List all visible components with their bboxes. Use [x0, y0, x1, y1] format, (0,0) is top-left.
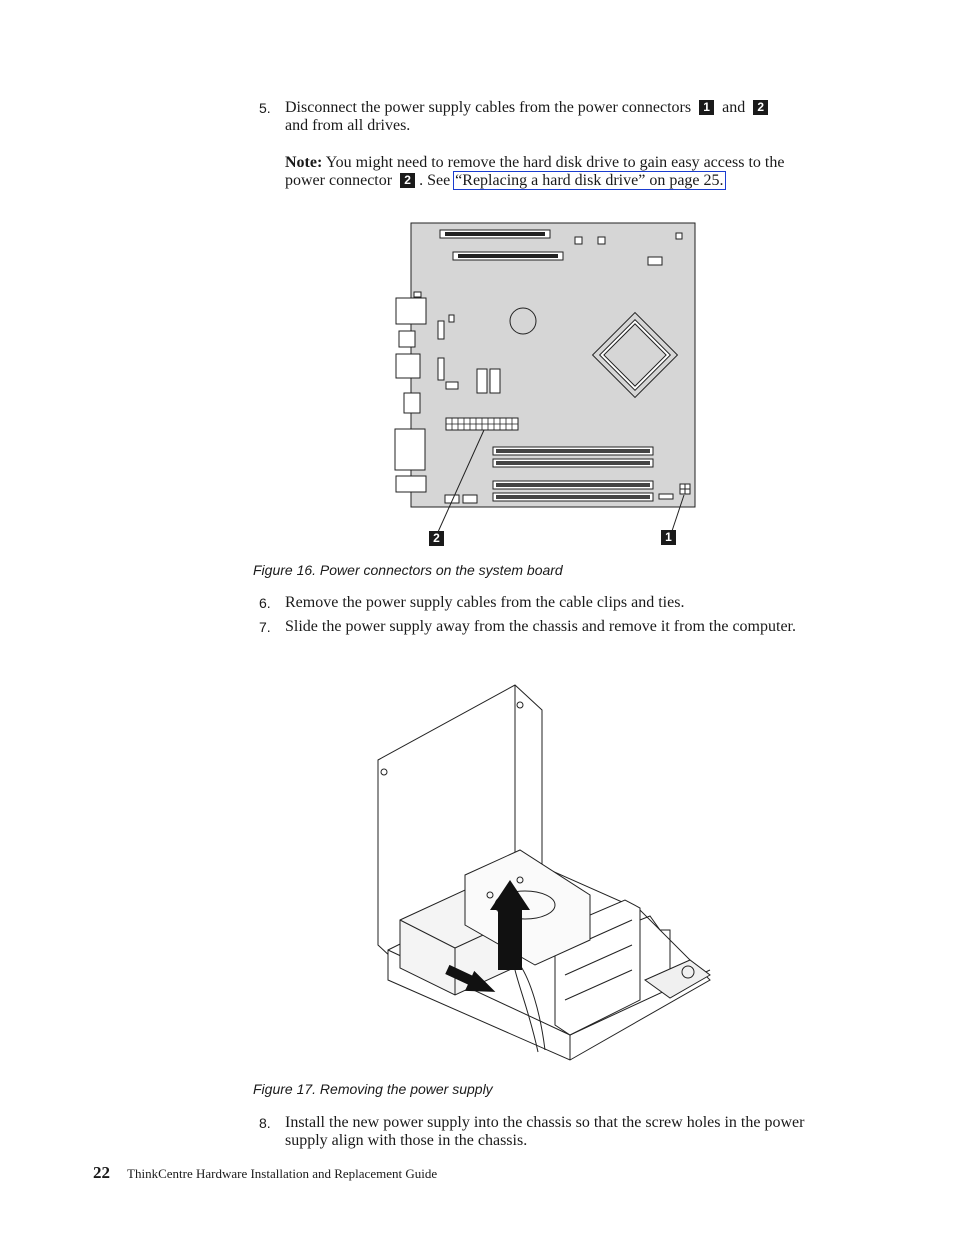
figure-callout-1: 1 — [661, 530, 676, 545]
system-board-figure — [390, 218, 710, 555]
step-text-and: and — [722, 99, 746, 116]
note-text-see: . See — [419, 172, 451, 189]
note-callout-badge: 2 — [400, 173, 415, 188]
note — [285, 154, 825, 190]
step-number: 7. — [259, 619, 271, 635]
figure-16-caption: Figure 16. Power connectors on the system board — [253, 562, 563, 578]
step-text: Install the new power supply into the chassis so that the screw holes in the power supply align with those in the chassis. — [285, 1114, 805, 1149]
page-number: 22 — [93, 1163, 110, 1182]
figure-17-caption: Figure 17. Removing the power supply — [253, 1081, 493, 1097]
cross-reference-link[interactable]: “Replacing a hard disk drive” on page 25. — [455, 172, 724, 189]
step-number: 5. — [259, 100, 271, 116]
step-number: 6. — [259, 595, 271, 611]
figure-callout-2: 2 — [429, 531, 444, 546]
callout-badge-1: 1 — [699, 100, 714, 115]
step-text: Remove the power supply cables from the cable clips and ties. — [285, 594, 685, 611]
step-text-cont: and from all drives. — [285, 117, 411, 134]
note-label: Note: — [285, 154, 323, 171]
step-text: Slide the power supply away from the chassis and remove it from the computer. — [285, 618, 796, 635]
power-supply-removal-figure — [370, 680, 720, 1075]
note-text: You might need to remove the hard disk drive to gain easy access to the power connector — [285, 154, 785, 189]
callout-badge-2: 2 — [753, 100, 768, 115]
chassis-illustration — [370, 680, 720, 1070]
system-board-diagram — [390, 218, 710, 550]
page-footer — [93, 1163, 437, 1183]
step-number: 8. — [259, 1115, 271, 1131]
step-text: Disconnect the power supply cables from the power connectors — [285, 99, 692, 116]
footer-title: ThinkCentre Hardware Installation and Replacement Guide — [127, 1166, 438, 1181]
